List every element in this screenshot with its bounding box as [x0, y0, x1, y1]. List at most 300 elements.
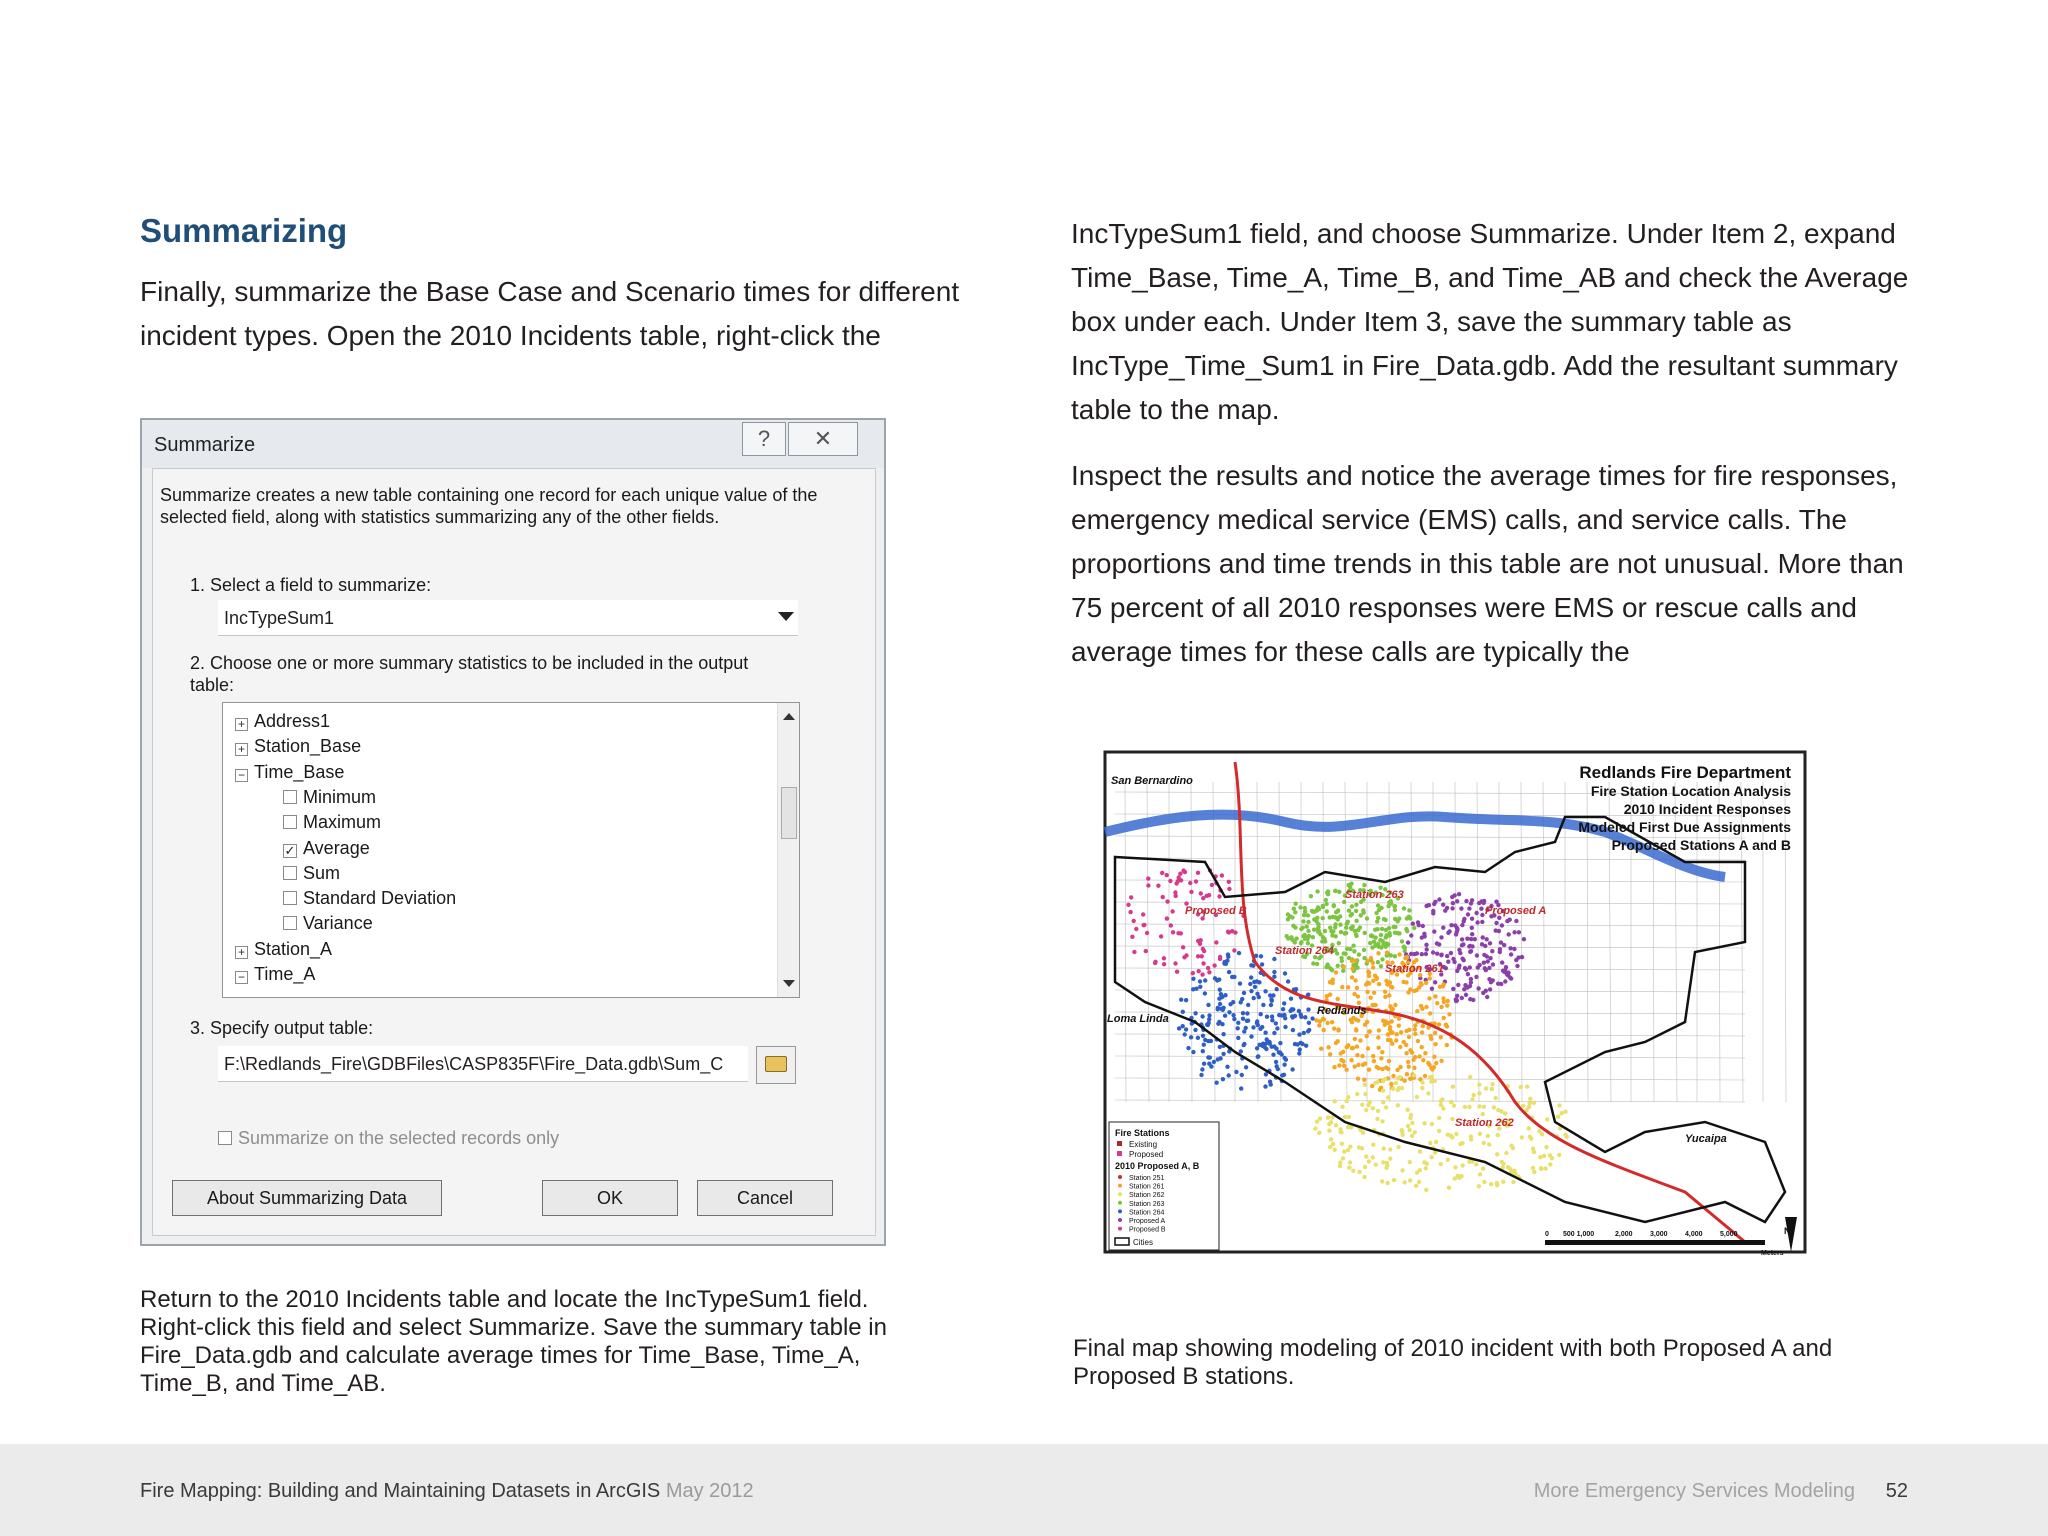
incident-point [1373, 935, 1377, 939]
incident-point [1217, 894, 1221, 898]
incident-point [1259, 954, 1263, 958]
incident-point [1455, 899, 1459, 903]
incident-point [1221, 1077, 1225, 1081]
incident-point [1383, 995, 1387, 999]
incident-point [1346, 1125, 1350, 1129]
incident-point [1429, 1037, 1433, 1041]
incident-point [1385, 1181, 1389, 1185]
incident-point [1402, 906, 1406, 910]
incident-point [1339, 930, 1343, 934]
checkbox-icon[interactable] [218, 1131, 232, 1145]
incident-point [1338, 1164, 1342, 1168]
incident-point [1468, 965, 1472, 969]
selected-records-checkbox[interactable] [218, 1128, 559, 1149]
incident-point [1239, 1086, 1243, 1090]
incident-point [1439, 1005, 1443, 1009]
incident-point [1306, 913, 1310, 917]
incident-point [1452, 1104, 1456, 1108]
incident-point [1475, 920, 1479, 924]
incident-point [1227, 1073, 1231, 1077]
incident-point [1327, 1122, 1331, 1126]
incident-point [1234, 1070, 1238, 1074]
incident-point [1449, 1134, 1453, 1138]
incident-point [1325, 909, 1329, 913]
incident-point [1334, 1123, 1338, 1127]
collapse-icon[interactable]: − [235, 971, 248, 984]
incident-point [1275, 1064, 1279, 1068]
incident-point [1367, 971, 1371, 975]
incident-point [1134, 927, 1138, 931]
incident-point [1548, 1162, 1552, 1166]
section-heading: Summarizing [140, 212, 348, 249]
incident-point [1328, 1145, 1332, 1149]
incident-point [1330, 968, 1334, 972]
incident-point [1380, 927, 1384, 931]
incident-point [1282, 1073, 1286, 1077]
incident-point [1184, 998, 1188, 1002]
fire-station-map [1085, 722, 1825, 1292]
close-icon[interactable]: ✕ [788, 422, 858, 456]
legend-dot [1118, 1192, 1122, 1196]
incident-point [1325, 1021, 1329, 1025]
incident-point [1433, 980, 1437, 984]
incident-point [1353, 978, 1357, 982]
incident-point [1478, 1172, 1482, 1176]
incident-point [1460, 1141, 1464, 1145]
tree-scrollbar[interactable] [777, 703, 799, 997]
incident-point [1528, 1101, 1532, 1105]
incident-point [1387, 993, 1391, 997]
incident-point [1463, 966, 1467, 970]
incident-point [1379, 964, 1383, 968]
incident-point [1409, 933, 1413, 937]
incident-point [1468, 997, 1472, 1001]
incident-point [1488, 987, 1492, 991]
incident-point [1354, 919, 1358, 923]
incident-point [1353, 929, 1357, 933]
incident-point [1300, 1042, 1304, 1046]
incident-point [1191, 971, 1195, 975]
incident-point [1346, 1043, 1350, 1047]
incident-point [1130, 935, 1134, 939]
incident-point [1413, 1130, 1417, 1134]
incident-point [1421, 924, 1425, 928]
incident-point [1388, 1157, 1392, 1161]
incident-point [1269, 997, 1273, 1001]
incident-point [1272, 970, 1276, 974]
about-summarizing-button[interactable]: About Summarizing Data [172, 1180, 442, 1216]
map-title-line: 2010 Incident Responses [1623, 801, 1791, 817]
incident-point [1165, 916, 1169, 920]
incident-point [1393, 908, 1397, 912]
incident-point [1340, 985, 1344, 989]
incident-point [1344, 926, 1348, 930]
incident-point [1454, 932, 1458, 936]
tree-item[interactable] [283, 836, 370, 861]
incident-point [1522, 937, 1526, 941]
incident-point [1399, 1030, 1403, 1034]
incident-point [1311, 935, 1315, 939]
tree-item-label: Station_A [254, 938, 333, 959]
incident-point [1207, 1062, 1211, 1066]
incident-point [1286, 912, 1290, 916]
incident-point [1532, 1101, 1536, 1105]
incident-point [1251, 1025, 1255, 1029]
incident-point [1476, 986, 1480, 990]
tree-item[interactable] [235, 734, 361, 759]
legend-dot [1118, 1201, 1122, 1205]
incident-point [1232, 975, 1236, 979]
incident-point [1411, 922, 1415, 926]
incident-point [1386, 1067, 1390, 1071]
tree-item[interactable] [235, 760, 344, 785]
incident-point [1307, 1021, 1311, 1025]
incident-point [1501, 1180, 1505, 1184]
incident-point [1396, 1103, 1400, 1107]
incident-point [1221, 1008, 1225, 1012]
scroll-down-icon[interactable] [783, 980, 795, 987]
incident-point [1275, 1026, 1279, 1030]
incident-point [1460, 996, 1464, 1000]
tree-item[interactable] [283, 886, 456, 911]
incident-point [1333, 889, 1337, 893]
incident-point [1350, 975, 1354, 979]
incident-point [1375, 1117, 1379, 1121]
incident-point [1525, 1085, 1529, 1089]
incident-point [1460, 937, 1464, 941]
incident-point [1432, 902, 1436, 906]
expand-icon[interactable]: + [235, 718, 248, 731]
incident-point [1412, 989, 1416, 993]
incident-point [1220, 873, 1224, 877]
incident-point [1542, 1154, 1546, 1158]
label-station-264: Station 264 [1275, 945, 1334, 957]
incident-point [1446, 1158, 1450, 1162]
incident-point [1345, 1099, 1349, 1103]
incident-point [1295, 936, 1299, 940]
tree-item[interactable] [235, 709, 330, 734]
incident-point [1283, 1025, 1287, 1029]
expand-icon[interactable]: + [235, 743, 248, 756]
incident-point [1479, 907, 1483, 911]
incident-point [1260, 1025, 1264, 1029]
incident-point [1511, 1146, 1515, 1150]
incident-point [1384, 1166, 1388, 1170]
help-icon[interactable]: ? [742, 422, 786, 456]
incident-point [1236, 1021, 1240, 1025]
field-select[interactable] [218, 600, 798, 636]
incident-point [1203, 978, 1207, 982]
incident-point [1476, 965, 1480, 969]
incident-point [1482, 953, 1486, 957]
incident-point [1394, 1038, 1398, 1042]
incident-point [1511, 1180, 1515, 1184]
incident-point [1350, 912, 1354, 916]
incident-point [1218, 988, 1222, 992]
expand-icon[interactable]: + [235, 946, 248, 959]
incident-point [1477, 1083, 1481, 1087]
incident-point [1396, 1088, 1400, 1092]
incident-point [1512, 947, 1516, 951]
incident-point [1381, 1088, 1385, 1092]
chevron-down-icon[interactable] [778, 612, 794, 621]
incident-point [1455, 927, 1459, 931]
field-select-value: IncTypeSum1 [224, 608, 335, 628]
incident-point [1481, 935, 1485, 939]
incident-point [1407, 1035, 1411, 1039]
incident-point [1301, 919, 1305, 923]
ok-button[interactable]: OK [542, 1180, 678, 1216]
incident-point [1368, 941, 1372, 945]
collapse-icon[interactable]: − [235, 769, 248, 782]
incident-point [1512, 1169, 1516, 1173]
incident-point [1159, 934, 1163, 938]
label-yucaipa: Yucaipa [1685, 1133, 1727, 1145]
incident-point [1342, 965, 1346, 969]
tree-item[interactable] [283, 785, 376, 810]
scroll-thumb[interactable] [781, 787, 797, 839]
incident-point [1463, 1105, 1467, 1109]
incident-point [1315, 889, 1319, 893]
incident-point [1316, 930, 1320, 934]
incident-point [1316, 922, 1320, 926]
incident-point [1559, 1111, 1563, 1115]
incident-point [1241, 1011, 1245, 1015]
incident-point [1371, 1054, 1375, 1058]
incident-point [1363, 1083, 1367, 1087]
incident-point [1326, 1116, 1330, 1120]
incident-point [1297, 1051, 1301, 1055]
incident-point [1200, 972, 1204, 976]
checkbox-icon[interactable] [283, 790, 297, 804]
incident-point [1405, 955, 1409, 959]
incident-point [1431, 909, 1435, 913]
incident-point [1424, 943, 1428, 947]
incident-point [1173, 890, 1177, 894]
incident-point [1477, 901, 1481, 905]
incident-point [1468, 984, 1472, 988]
incident-point [1400, 939, 1404, 943]
incident-point [1362, 1078, 1366, 1082]
incident-point [1242, 1042, 1246, 1046]
incident-point [1324, 965, 1328, 969]
legend-heading: Fire Stations [1115, 1128, 1170, 1138]
browse-button[interactable] [756, 1046, 796, 1084]
incident-point [1494, 928, 1498, 932]
incident-point [1356, 1077, 1360, 1081]
incident-point [1257, 1043, 1261, 1047]
incident-point [1263, 1031, 1267, 1035]
incident-point [1408, 987, 1412, 991]
legend-dot [1118, 1227, 1122, 1231]
incident-point [1186, 1046, 1190, 1050]
dialog-title: Summarize [154, 434, 256, 456]
incident-point [1322, 1017, 1326, 1021]
tree-item[interactable] [283, 911, 373, 936]
incident-point [1508, 918, 1512, 922]
incident-point [1412, 926, 1416, 930]
incident-point [1353, 1064, 1357, 1068]
incident-point [1324, 898, 1328, 902]
incident-point [1414, 958, 1418, 962]
incident-point [1193, 1028, 1197, 1032]
incident-point [1398, 1045, 1402, 1049]
incident-point [1298, 905, 1302, 909]
checkbox-icon[interactable] [283, 916, 297, 930]
dialog-caption: Return to the 2010 Incidents table and locate the IncTypeSum1 field. Right-click this field and select Summarize. Save the summary table in Fire_Data.gdb and calculate average times for Time_Base, Time_A, Time_B, and Time_AB. [140, 1286, 887, 1397]
scroll-up-icon[interactable] [783, 713, 795, 720]
incident-point [1351, 924, 1355, 928]
incident-point [1214, 1081, 1218, 1085]
incident-point [1467, 906, 1471, 910]
legend-dot [1118, 1184, 1122, 1188]
incident-point [1168, 879, 1172, 883]
legend-proposed: Proposed [1129, 1150, 1164, 1159]
incident-point [1354, 1017, 1358, 1021]
incident-point [1291, 1028, 1295, 1032]
checkbox-icon[interactable] [283, 815, 297, 829]
incident-point [1475, 953, 1479, 957]
incident-point [1391, 1074, 1395, 1078]
incident-point [1500, 1160, 1504, 1164]
incident-point [1557, 1103, 1561, 1107]
incident-point [1517, 930, 1521, 934]
incident-point [1246, 1003, 1250, 1007]
incident-point [1339, 1051, 1343, 1055]
incident-point [1405, 929, 1409, 933]
incident-point [1360, 1103, 1364, 1107]
incident-point [1394, 1081, 1398, 1085]
incident-point [1406, 1124, 1410, 1128]
incident-point [1380, 1050, 1384, 1054]
checkbox-icon[interactable] [283, 891, 297, 905]
incident-point [1538, 1155, 1542, 1159]
incident-point [1457, 948, 1461, 952]
incident-point [1508, 946, 1512, 950]
incident-point [1458, 1174, 1462, 1178]
incident-point [1352, 949, 1356, 953]
incident-point [1410, 1051, 1414, 1055]
incident-point [1310, 909, 1314, 913]
label-proposed-a: Proposed A [1485, 905, 1547, 917]
incident-point [1391, 1087, 1395, 1091]
tree-item[interactable] [283, 861, 340, 886]
legend-series-label: Station 262 [1129, 1192, 1165, 1200]
incident-point [1397, 952, 1401, 956]
tree-item[interactable] [235, 937, 332, 962]
incident-point [1355, 986, 1359, 990]
incident-point [1315, 1120, 1319, 1124]
incident-point [1393, 917, 1397, 921]
incident-point [1183, 870, 1187, 874]
incident-point [1306, 1029, 1310, 1033]
incident-point [1218, 1056, 1222, 1060]
checkbox-checked-icon[interactable]: ✓ [284, 842, 296, 858]
incident-point [1439, 1099, 1443, 1103]
incident-point [1369, 956, 1373, 960]
incident-point [1289, 997, 1293, 1001]
incident-point [1225, 1065, 1229, 1069]
incident-point [1162, 956, 1166, 960]
incident-point [1365, 1020, 1369, 1024]
output-table-input[interactable] [218, 1046, 748, 1082]
incident-point [1382, 917, 1386, 921]
incident-point [1376, 916, 1380, 920]
incident-point [1379, 1056, 1383, 1060]
incident-point [1515, 964, 1519, 968]
incident-point [1410, 1134, 1414, 1138]
incident-point [1393, 1003, 1397, 1007]
step3-label: 3. Specify output table: [190, 1018, 374, 1038]
incident-point [1297, 1032, 1301, 1036]
incident-point [1376, 903, 1380, 907]
incident-point [1420, 1045, 1424, 1049]
incident-point [1291, 1007, 1295, 1011]
legend-dot [1118, 1209, 1122, 1213]
incident-point [1309, 894, 1313, 898]
incident-point [1249, 963, 1253, 967]
incident-point [1241, 1017, 1245, 1021]
incident-point [1428, 976, 1432, 980]
incident-point [1442, 1000, 1446, 1004]
tree-item[interactable] [283, 810, 381, 835]
tree-item-label: Sum [303, 862, 341, 883]
checkbox-icon[interactable] [283, 866, 297, 880]
tree-item-label: Station_Base [254, 736, 362, 757]
incident-point [1383, 1077, 1387, 1081]
tree-item[interactable] [235, 962, 315, 987]
incident-point [1490, 1082, 1494, 1086]
incident-point [1342, 951, 1346, 955]
label-proposed-b: Proposed B [1185, 905, 1247, 917]
incident-point [1499, 1109, 1503, 1113]
incident-point [1503, 979, 1507, 983]
incident-point [1322, 1028, 1326, 1032]
incident-point [1179, 998, 1183, 1002]
tree-item-label: Time_A [254, 964, 316, 984]
incident-point [1189, 890, 1193, 894]
incident-point [1259, 1012, 1263, 1016]
incident-point [1424, 1166, 1428, 1170]
incident-point [1506, 971, 1510, 975]
incident-point [1414, 1184, 1418, 1188]
scale-label: 4,000 [1685, 1231, 1703, 1238]
map-title-line: Proposed Stations A and B [1611, 837, 1791, 853]
incident-point [1439, 953, 1443, 957]
incident-point [1165, 873, 1169, 877]
incident-point [1402, 945, 1406, 949]
incident-point [1198, 985, 1202, 989]
tree-item-label: Time_Base [254, 761, 345, 782]
incident-point [1395, 1068, 1399, 1072]
statistics-tree[interactable] [222, 702, 800, 998]
incident-point [1274, 1060, 1278, 1064]
incident-point [1474, 975, 1478, 979]
incident-point [1340, 959, 1344, 963]
incident-point [1478, 1132, 1482, 1136]
incident-point [1249, 1034, 1253, 1038]
incident-point [1488, 956, 1492, 960]
incident-point [1451, 1085, 1455, 1089]
cancel-button[interactable]: Cancel [697, 1180, 833, 1216]
incident-point [1435, 1001, 1439, 1005]
incident-point [1354, 909, 1358, 913]
incident-point [1548, 1153, 1552, 1157]
incident-point [1544, 1166, 1548, 1170]
incident-point [1162, 962, 1166, 966]
selected-records-label: Summarize on the selected records only [238, 1128, 560, 1148]
incident-point [1495, 1181, 1499, 1185]
